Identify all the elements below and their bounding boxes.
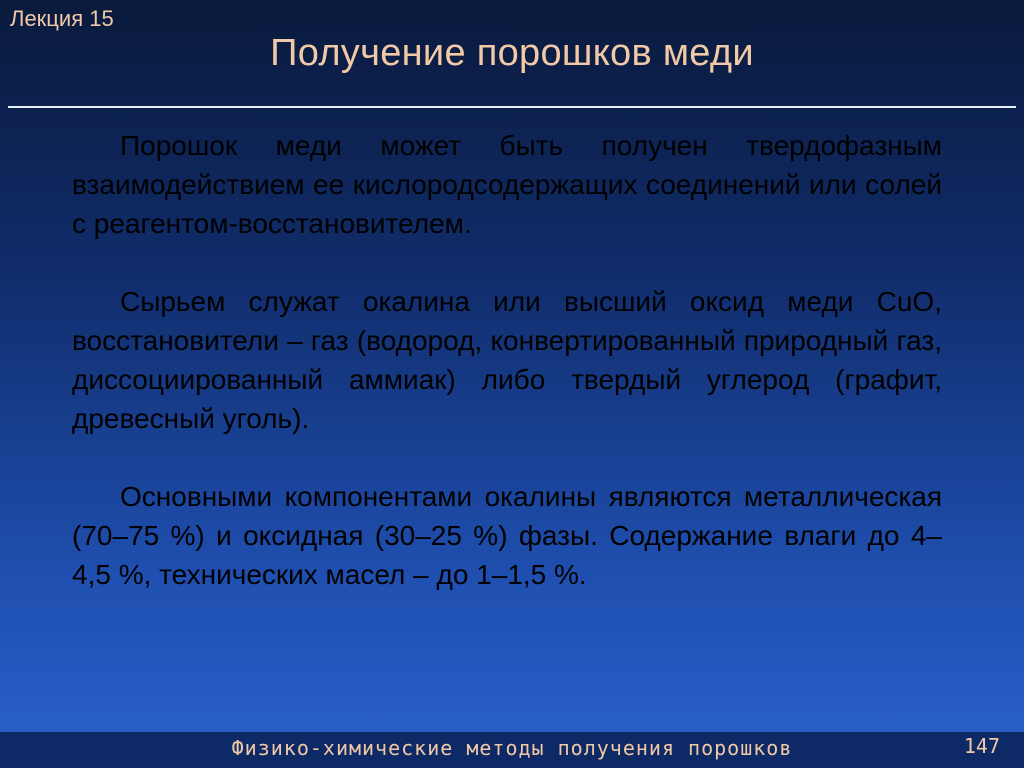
paragraph-3: Основными компонентами окалины являются металлическая (70–75 %) и оксидная (30–25 %) фазы. Содержание влаги до 4–4,5 %, технических масел – до 1–1,5 %. [72, 481, 942, 590]
page-number: 147 [963, 734, 1000, 758]
footer-course-title: Физико-химические методы получения порошков [231, 736, 793, 760]
title-divider [8, 106, 1016, 108]
slide-title: Получение порошков меди [270, 32, 754, 74]
paragraph-1: Порошок меди может быть получен твердофазным взаимодействием ее кислородсодержащих соединений или солей с реагентом-восстановителем. [72, 130, 942, 239]
slide-body [72, 126, 942, 633]
lecture-label: Лекция 15 [10, 6, 114, 31]
paragraph-2: Сырьем служат окалина или высший оксид меди CuO, восстановители – газ (водород, конвертированный природный газ, диссоциированный аммиак) либо твердый углерод (графит, древесный уголь). [72, 286, 942, 434]
